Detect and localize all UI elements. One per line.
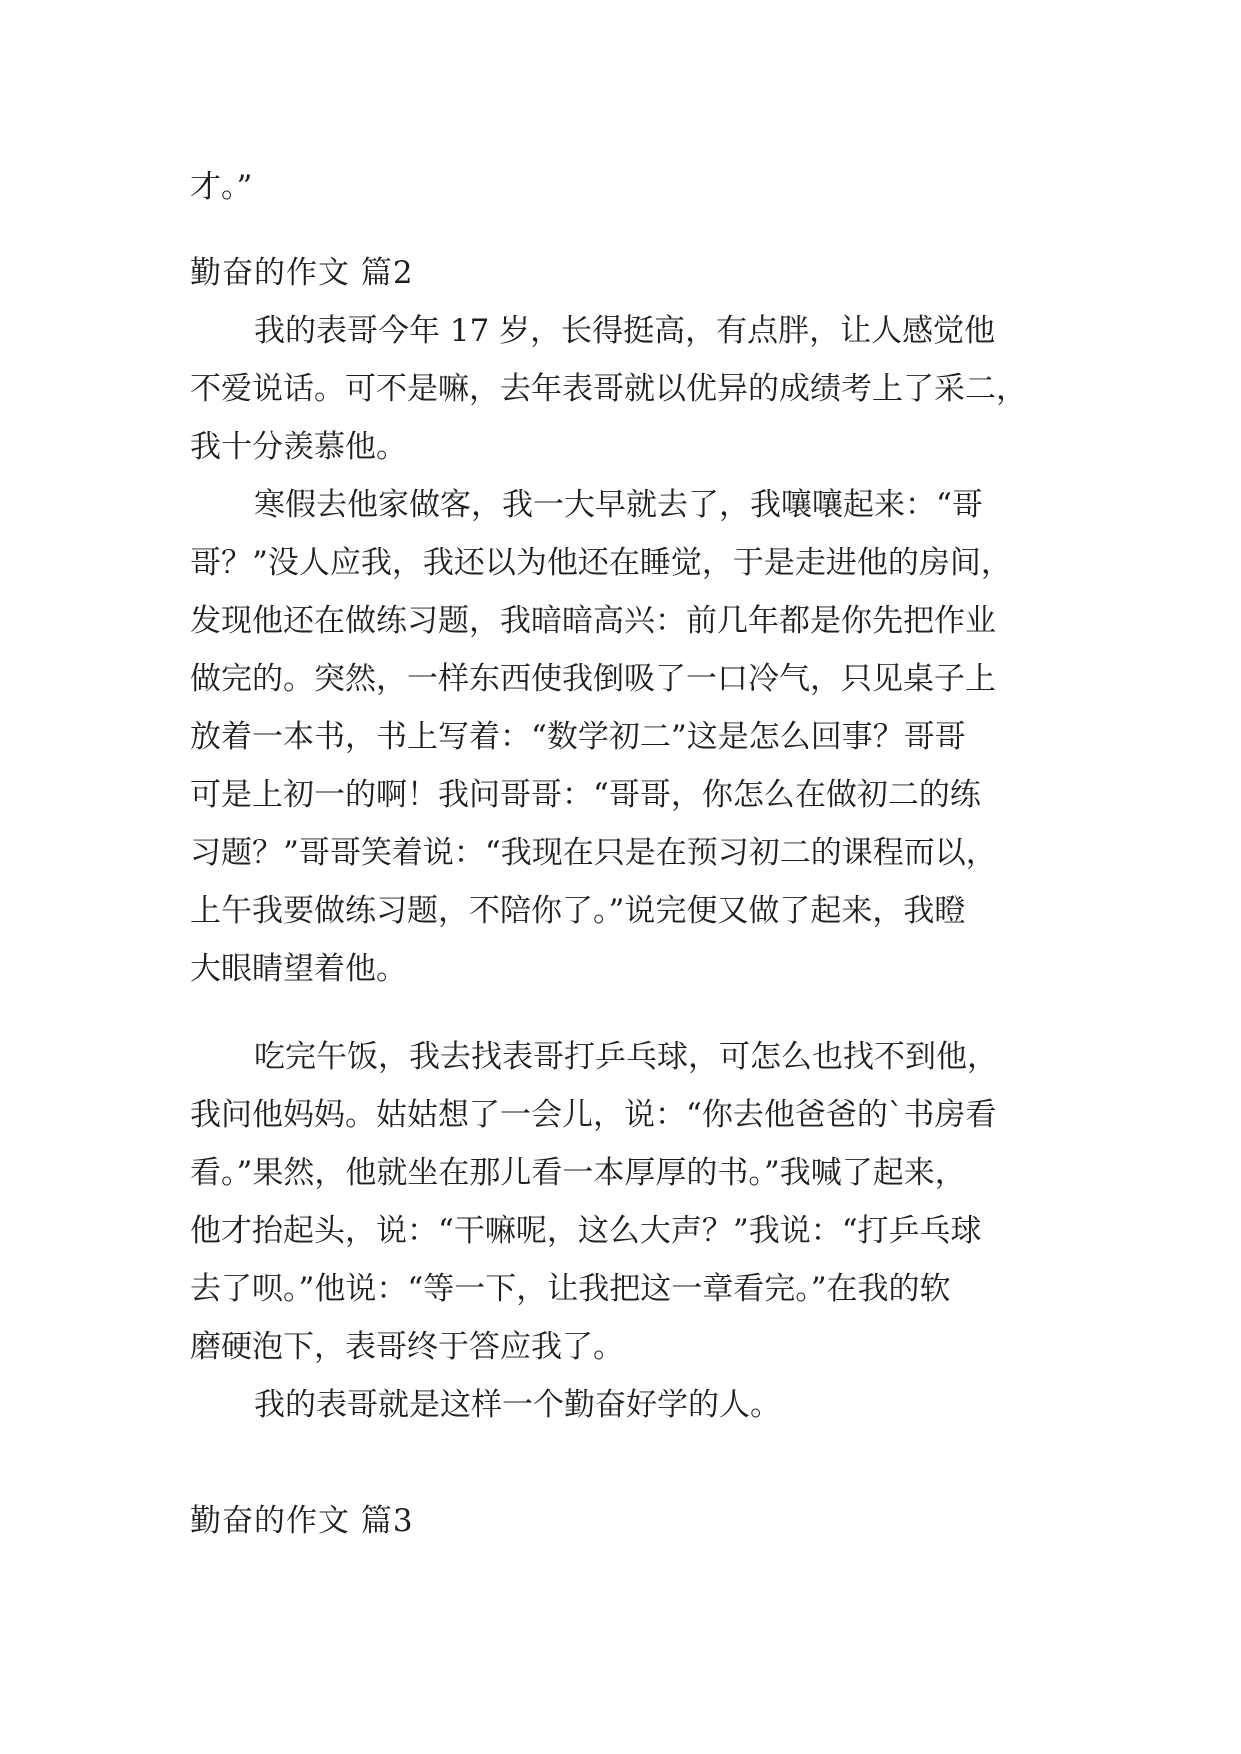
section-heading: 勤奋的作文 篇2 <box>190 255 414 291</box>
paragraph-line: 他才抬起头，说：“干嘛呢，这么大声？”我说：“打乒乓球 <box>190 1213 982 1249</box>
paragraph-line: 放着一本书，书上写着：“数学初二”这是怎么回事？哥哥 <box>190 719 966 755</box>
paragraph-line: 不爱说话。可不是嘛，去年表哥就以优异的成绩考上了采二， <box>190 371 1027 407</box>
paragraph-line: 我问他妈妈。姑姑想了一会儿，说：“你去他爸爸的`书房看 <box>190 1097 997 1133</box>
paragraph-line: 我的表哥就是这样一个勤奋好学的人。 <box>254 1387 781 1423</box>
paragraph-line: 我的表哥今年 17 岁，长得挺高，有点胖，让人感觉他 <box>254 313 996 349</box>
paragraph-line: 哥？”没人应我，我还以为他还在睡觉，于是走进他的房间， <box>190 545 1012 581</box>
paragraph-line: 我十分羡慕他。 <box>190 429 407 465</box>
paragraph-line: 寒假去他家做客，我一大早就去了，我嚷嚷起来：“哥 <box>254 487 983 523</box>
paragraph-line: 可是上初一的啊！我问哥哥：“哥哥，你怎么在做初二的练 <box>190 777 981 813</box>
paragraph-line: 上午我要做练习题，不陪你了。”说完便又做了起来，我瞪 <box>190 893 966 929</box>
section-heading: 勤奋的作文 篇3 <box>190 1503 414 1539</box>
paragraph-line: 看。”果然，他就坐在那儿看一本厚厚的书。”我喊了起来， <box>190 1155 966 1191</box>
paragraph-line: 大眼睛望着他。 <box>190 951 407 987</box>
paragraph-line: 去了呗。”他说：“等一下，让我把这一章看完。”在我的软 <box>190 1271 951 1307</box>
paragraph-line: 习题？”哥哥笑着说：“我现在只是在预习初二的课程而以， <box>190 835 997 871</box>
paragraph-line: 磨硬泡下，表哥终于答应我了。 <box>190 1329 624 1365</box>
paragraph-line: 发现他还在做练习题，我暗暗高兴：前几年都是你先把作业 <box>190 603 996 639</box>
paragraph-line: 做完的。突然，一样东西使我倒吸了一口冷气，只见桌子上 <box>190 661 996 697</box>
paragraph-line: 才。” <box>190 169 253 205</box>
paragraph-line: 吃完午饭，我去找表哥打乒乓球，可怎么也找不到他， <box>254 1039 998 1075</box>
